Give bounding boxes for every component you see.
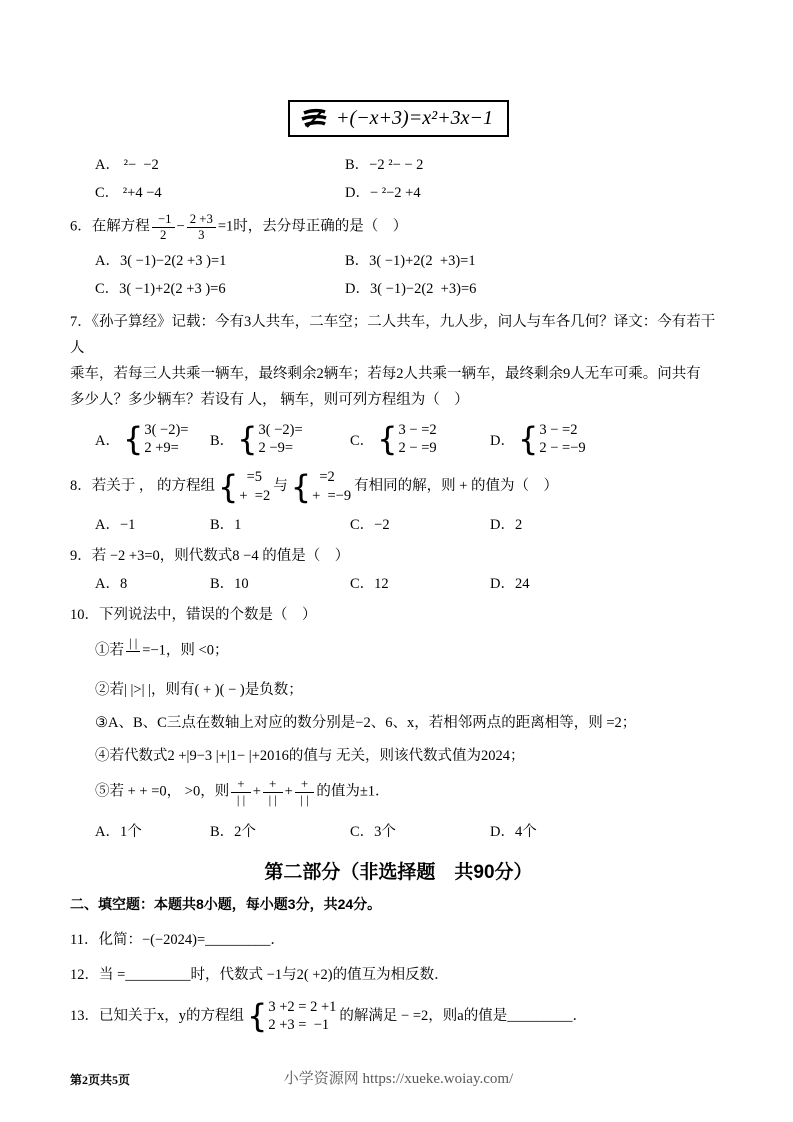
brace-left: {	[290, 468, 312, 507]
boxed-equation	[288, 100, 509, 137]
q5-options-row-1	[95, 153, 727, 174]
q10-number: 10．	[70, 606, 99, 623]
brace-left: {	[377, 420, 398, 459]
q9-option-b: B．10	[210, 575, 249, 592]
q11-text: 化简：−(−2024)=_________．	[98, 931, 285, 948]
q7-option-a-system: { 3( −2)= 2 +9=	[122, 420, 189, 459]
q10-item1-fraction: | |	[126, 636, 140, 666]
q10-option-c: C．3个	[350, 823, 396, 840]
q10-item-3: ③A、B、C三点在数轴上对应的数分别是−2、6、x，若相邻两点的距离相等，则 =2；	[95, 715, 637, 732]
q6-option-b: B．3( −1)+2(2 +3)=1	[345, 253, 476, 270]
q10-item-2: ②若| |>| |，则有( + )( − )是负数；	[95, 682, 303, 699]
q6-minus: −	[176, 218, 185, 235]
q8-options-row	[95, 513, 727, 534]
q6-option-a: A．3( −1)−2(2 +3 )=1	[95, 253, 227, 270]
q6-number: 6．	[70, 218, 92, 235]
q13-stem-pre: 已知关于x，y的方程组	[99, 1007, 244, 1024]
q5-option-d: D．− ²−2 +4	[345, 185, 421, 201]
q8-mid: 与	[273, 478, 288, 495]
q7-stem-line-2: 乘车，若每三人共乘一辆车，最终剩余2辆车；若每2人共乘一辆车，最终剩余9人无车可乘。问共有	[70, 365, 701, 382]
q8-option-c: C．−2	[350, 516, 390, 533]
q8-option-d: D．2	[490, 516, 523, 533]
q10-item-1: ①若 | | =−1，则 <0；	[95, 636, 727, 666]
q7-option-c: C． { 3 − =2 2 − =9	[350, 420, 437, 459]
q9-options-row	[95, 572, 727, 593]
site-watermark: 小学资源网 https://xueke.woiay.com/	[283, 1071, 514, 1087]
question-12	[70, 963, 727, 984]
q8-stem-pre: 若关于 ， 的方程组	[91, 478, 215, 495]
q8-number: 8．	[70, 478, 92, 495]
question-13	[70, 998, 727, 1036]
q12-text: 当 =_________时，代数式 −1与2( +2)的值互为相反数．	[99, 966, 449, 983]
question-9	[70, 544, 727, 565]
brace-left: {	[218, 468, 239, 507]
q10-item5-fraction-3: $\frac{+}{| |}$	[295, 777, 315, 807]
q10-item5-fraction-1: $\frac{+}{| |}$	[231, 777, 251, 807]
q6-option-c: C．3( −1)+2(2 +3 )=6	[95, 281, 226, 298]
q7-stem-line-1: 7．《孙子算经》记载：今有3人共车，二车空；二人共车，九人步，问人与车各几何？译文：今有若干人	[70, 314, 716, 357]
q9-number: 9．	[70, 547, 92, 564]
part2-header: 第二部分（非选择题 共90分）	[264, 861, 533, 883]
q5-options-row-2	[95, 181, 727, 202]
scribble-icon	[300, 108, 328, 130]
question-11	[70, 928, 727, 949]
q13-system: { 3 +2 = 2 +1 2 +3 = −1	[247, 997, 337, 1036]
q9-option-c: C．12	[350, 575, 389, 592]
q6-option-d: D．3( −1)−2(2 +3)=6	[345, 281, 477, 298]
q10-item-4: ④若代数式2 +|9−3 |+|1− |+2016的值与 无关，则该代数式值为2024；	[95, 748, 525, 765]
question-6	[70, 212, 727, 242]
q6-stem-pre: 在解方程	[91, 218, 150, 235]
q11-number: 11．	[70, 931, 99, 948]
q6-fraction-1: $\frac{-1}{2}$	[152, 212, 175, 242]
q9-option-a: A．8	[95, 575, 128, 592]
q9-option-d: D．24	[490, 575, 530, 592]
q10-option-b: B．2个	[210, 823, 256, 840]
q7-option-d-system: { 3 − =2 2 − =−9	[517, 420, 586, 459]
q8-system-2: { =2 + =−9	[290, 468, 352, 507]
page-number: 第2页共5页	[70, 1073, 131, 1087]
q10-option-d: D．4个	[490, 823, 537, 840]
brace-left: {	[517, 420, 539, 459]
q5-option-a: A． ²− −2	[95, 157, 159, 173]
question-8	[70, 468, 727, 506]
brace-left: {	[247, 997, 268, 1036]
q13-stem-post: 的解满足 − =2，则a的值是_________．	[339, 1007, 587, 1024]
q10-stem: 下列说法中，错误的个数是（ ）	[99, 606, 317, 623]
q9-stem: 若 −2 +3=0，则代数式8 −4 的值是（ ）	[91, 547, 350, 564]
q6-stem-post: =1时，去分母正确的是（ ）	[217, 218, 408, 235]
q10-option-a: A．1个	[95, 823, 142, 840]
q6-options-row-1	[95, 249, 727, 270]
part2-intro: 二、填空题：本题共8小题，每小题3分，共24分。	[70, 895, 382, 912]
q7-option-b: B． { 3( −2)= 2 −9=	[210, 420, 303, 459]
q7-option-d: D． { 3 − =2 2 − =−9	[490, 420, 586, 459]
q5-option-c: C． ²+4 −4	[95, 185, 162, 201]
q10-options-row	[95, 820, 727, 841]
question-10	[70, 603, 727, 624]
q8-option-b: B．1	[210, 516, 242, 533]
q7-option-b-system: { 3( −2)= 2 −9=	[237, 420, 303, 459]
q7-options-row	[95, 421, 727, 459]
page-footer	[70, 1066, 727, 1088]
q8-stem-post: 有相同的解，则 + 的值为（ ）	[354, 478, 559, 495]
q13-number: 13．	[70, 1007, 99, 1024]
q7-option-c-system: { 3 − =2 2 − =9	[377, 420, 437, 459]
q5-option-b: B．−2 ²− − 2	[345, 157, 424, 173]
q6-fraction-2: $\frac{2 +3}{3}$	[187, 212, 216, 242]
q12-number: 12．	[70, 966, 99, 983]
q6-options-row-2	[95, 277, 727, 298]
q10-item-5: ⑤若 + + =0， >0，则 $\frac{+}{| |}$ + $\frac{+}{| |}$ + $\frac{+}{| |}$ 的值为±1．	[95, 777, 390, 807]
q10-item5-fraction-2: $\frac{+}{| |}$	[263, 777, 283, 807]
q8-option-a: A．−1	[95, 516, 136, 533]
boxed-formula-text: +(−x+3)=x²+3x−1	[336, 107, 493, 129]
brace-left: {	[237, 420, 258, 459]
brace-left: {	[122, 420, 144, 459]
q8-system-1: { =5 + =2	[218, 468, 271, 507]
q7-stem-line-3: 多少人？多少辆车？若设有 人， 辆车，则可列方程组为（ ）	[70, 391, 469, 408]
question-7	[70, 310, 727, 413]
q7-option-a: A． { 3( −2)= 2 +9=	[95, 420, 189, 459]
